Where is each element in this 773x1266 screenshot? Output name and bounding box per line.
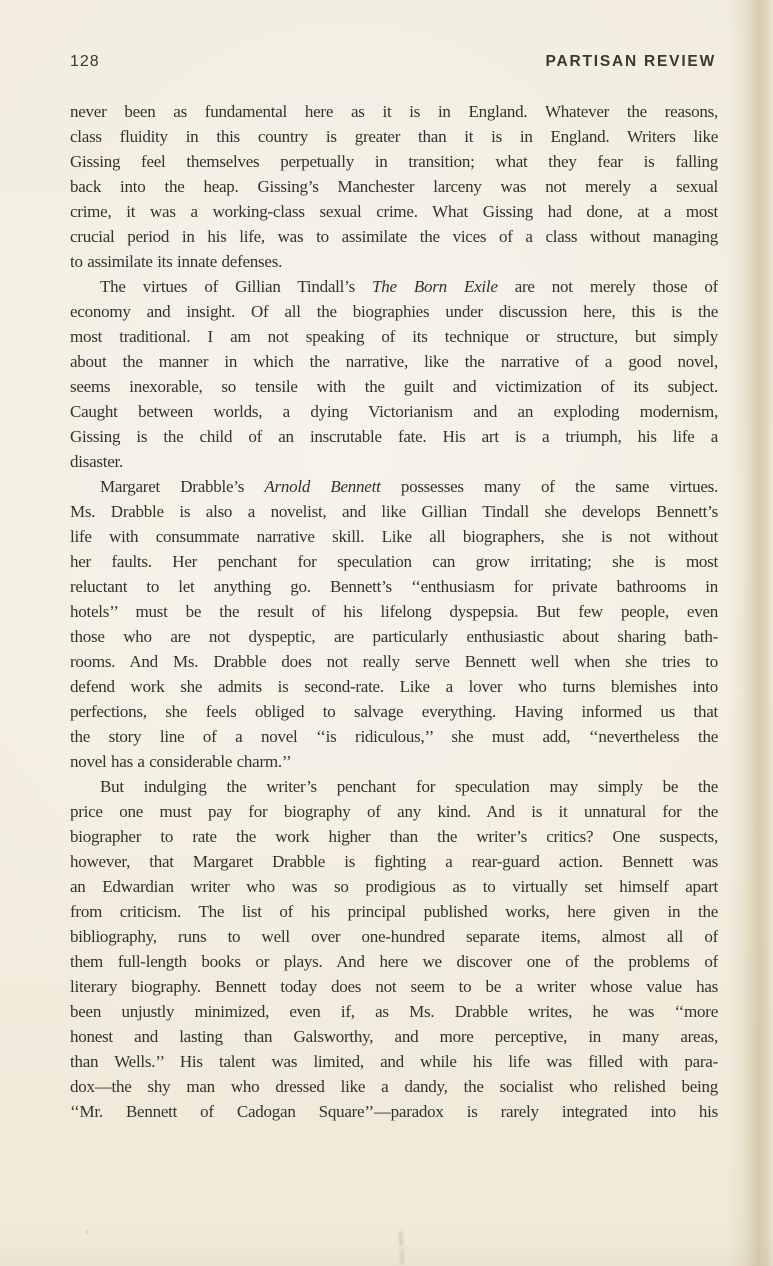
text-line — [70, 824, 718, 849]
page-curl-shadow — [727, 0, 773, 1266]
text-run: life with consummate narrative skill. Like all biographers, she is not without — [70, 527, 718, 546]
text-line — [70, 99, 718, 124]
text-line — [70, 549, 718, 574]
text-run: The virtues of Gillian Tindall’s — [100, 277, 373, 296]
text-line — [70, 474, 718, 499]
text-run: seems inexorable, so tensile with the guilt and victimization of its subject. — [70, 377, 718, 396]
text-run: are not merely those of — [497, 277, 718, 296]
text-line — [70, 249, 718, 274]
text-run: about the manner in which the narrative, like the narrative of a good novel, — [70, 352, 718, 371]
text-line — [70, 799, 718, 824]
text-run: than Wells.’’ His talent was limited, and while his life was filled with para- — [70, 1052, 718, 1071]
text-line — [70, 574, 718, 599]
text-line — [70, 324, 718, 349]
text-line — [70, 299, 718, 324]
text-run: honest and lasting than Galsworthy, and more perceptive, in many areas, — [70, 1027, 718, 1046]
text-line — [70, 1024, 718, 1049]
journal-title: PARTISAN REVIEW — [545, 53, 716, 70]
text-run: most traditional. I am not speaking of its technique or structure, but simply — [70, 327, 718, 346]
text-run: them full-length books or plays. And here we discover one of the problems of — [70, 952, 718, 971]
running-header — [70, 53, 716, 71]
text-line — [70, 774, 718, 799]
article-body — [70, 99, 718, 1124]
text-line — [70, 1049, 718, 1074]
text-line — [70, 674, 718, 699]
text-line — [70, 649, 718, 674]
text-run: perfections, she feels obliged to salvage everything. Having informed us that — [70, 702, 718, 721]
text-run: hotels’’ must be the result of his lifelong dyspepsia. But few people, even — [70, 602, 718, 621]
book-title: Arnold Bennett — [264, 477, 381, 496]
text-line — [70, 124, 718, 149]
scan-smudge — [399, 1231, 403, 1246]
text-run: her faults. Her penchant for speculation can grow irritating; she is most — [70, 552, 718, 571]
bottom-edge-shadow — [0, 1238, 773, 1266]
text-run: defend work she admits is second-rate. Like a lover who turns blemishes into — [70, 677, 718, 696]
text-run: possesses many of the same virtues. — [380, 477, 718, 496]
text-run: crucial period in his life, was to assimilate the vices of a class without managing — [70, 227, 718, 246]
text-line — [70, 924, 718, 949]
text-line — [70, 274, 718, 299]
text-run: dox—the shy man who dressed like a dandy, the socialist who relished being — [70, 1077, 718, 1096]
text-run: Margaret Drabble’s — [100, 477, 265, 496]
text-line — [70, 599, 718, 624]
text-run: economy and insight. Of all the biographies under discussion here, this is the — [70, 302, 718, 321]
text-line — [70, 624, 718, 649]
text-line — [70, 974, 718, 999]
text-line — [70, 449, 718, 474]
book-title: The Born Exile — [372, 277, 498, 296]
text-line — [70, 899, 718, 924]
text-line — [70, 499, 718, 524]
text-line — [70, 349, 718, 374]
text-run: reluctant to let anything go. Bennett’s ‘‘enthusiasm for private bathrooms in — [70, 577, 718, 596]
text-run: novel has a considerable charm.’’ — [70, 752, 292, 771]
text-run: back into the heap. Gissing’s Manchester larceny was not merely a sexual — [70, 177, 718, 196]
text-run: those who are not dyspeptic, are particularly enthusiastic about sharing bath- — [70, 627, 718, 646]
text-run: never been as fundamental here as it is in England. Whatever the reasons, — [70, 102, 718, 121]
text-line — [70, 174, 718, 199]
scan-smudge — [400, 1249, 404, 1265]
text-line — [70, 199, 718, 224]
text-run: bibliography, runs to well over one-hundred separate items, almost all of — [70, 927, 718, 946]
text-line — [70, 424, 718, 449]
text-run: been unjustly minimized, even if, as Ms. Drabble writes, he was ‘‘more — [70, 1002, 718, 1021]
text-run: biographer to rate the work higher than the writer’s critics? One suspects, — [70, 827, 718, 846]
text-line — [70, 1099, 718, 1124]
text-run: however, that Margaret Drabble is fighting a rear-guard action. Bennett was — [70, 852, 718, 871]
text-run: ‘‘Mr. Bennett of Cadogan Square’’—paradox is rarely integrated into his — [70, 1102, 718, 1121]
text-run: price one must pay for biography of any kind. And is it unnatural for the — [70, 802, 718, 821]
text-run: an Edwardian writer who was so prodigious as to virtually set himself apart — [70, 877, 718, 896]
text-run: But indulging the writer’s penchant for speculation may simply be the — [100, 777, 718, 796]
text-run: disaster. — [70, 452, 123, 471]
text-run: Gissing is the child of an inscrutable fate. His art is a triumph, his life a — [70, 427, 718, 446]
text-line — [70, 224, 718, 249]
text-line — [70, 749, 718, 774]
text-line — [70, 699, 718, 724]
text-line — [70, 949, 718, 974]
text-line — [70, 1074, 718, 1099]
text-line — [70, 724, 718, 749]
text-run: to assimilate its innate defenses. — [70, 252, 283, 271]
page-number: 128 — [70, 53, 100, 70]
text-line — [70, 999, 718, 1024]
text-run: rooms. And Ms. Drabble does not really serve Bennett well when she tries to — [70, 652, 718, 671]
text-line — [70, 524, 718, 549]
text-line — [70, 374, 718, 399]
scan-speck — [86, 1230, 88, 1234]
text-run: Gissing feel themselves perpetually in transition; what they fear is falling — [70, 152, 718, 171]
text-run: the story line of a novel ‘‘is ridiculous,’’ she must add, ‘‘nevertheless the — [70, 727, 718, 746]
text-run: crime, it was a working-class sexual crime. What Gissing had done, at a most — [70, 202, 718, 221]
text-line — [70, 874, 718, 899]
text-run: Caught between worlds, a dying Victorianism and an exploding modernism, — [70, 402, 718, 421]
text-run: Ms. Drabble is also a novelist, and like Gillian Tindall she develops Bennett’s — [70, 502, 718, 521]
text-line — [70, 849, 718, 874]
text-run: class fluidity in this country is greater than it is in England. Writers like — [70, 127, 718, 146]
text-line — [70, 399, 718, 424]
text-run: from criticism. The list of his principal published works, here given in the — [70, 902, 718, 921]
text-line — [70, 149, 718, 174]
text-run: literary biography. Bennett today does not seem to be a writer whose value has — [70, 977, 718, 996]
